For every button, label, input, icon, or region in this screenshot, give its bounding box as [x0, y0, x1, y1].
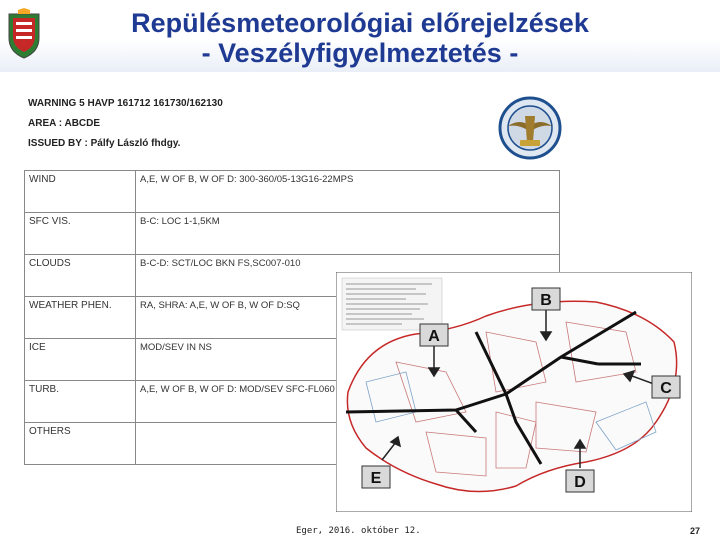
row-label: TURB.: [25, 381, 136, 423]
warning-id: WARNING 5 HAVP 161712 161730/162130: [28, 98, 223, 109]
page-number: 27: [690, 526, 701, 536]
row-label: SFC VIS.: [25, 213, 136, 255]
row-label: CLOUDS: [25, 255, 136, 297]
row-value: RA, SHRA: A,E, W OF B, W OF D:SQ: [136, 297, 560, 339]
page-subtitle: - Veszélyfigyelmeztetés -: [201, 38, 519, 68]
crest-icon: [6, 8, 42, 60]
map-label-e: E: [370, 470, 382, 487]
footer-date: Eger, 2016. október 12.: [296, 526, 421, 536]
row-value: MOD/SEV IN NS: [136, 339, 560, 381]
emblem-icon: [498, 96, 562, 160]
row-value: A,E, W OF B, W OF D: MOD/SEV SFC-FL060: [136, 381, 560, 423]
map-label-c: C: [660, 380, 672, 397]
row-value: B-C-D: SCT/LOC BKN FS,SC007-010: [136, 255, 560, 297]
row-label: ICE: [25, 339, 136, 381]
map-label-b: B: [540, 292, 552, 309]
table-row: [25, 171, 560, 213]
row-value: B-C: LOC 1-1,5KM: [136, 213, 560, 255]
warning-area: AREA : ABCDE: [28, 118, 101, 129]
row-label: WEATHER PHEN.: [25, 297, 136, 339]
warning-area-map: [336, 272, 692, 512]
row-label: WIND: [25, 171, 136, 213]
row-label: OTHERS: [25, 423, 136, 465]
warning-issuer: ISSUED BY : Pálfy László fhdgy.: [28, 138, 181, 149]
map-label-a: A: [428, 328, 440, 345]
row-value: A,E, W OF B, W OF D: 300-360/05-13G16-22MPS: [136, 171, 560, 213]
slide-header: [0, 0, 720, 72]
map-label-d: D: [574, 474, 586, 491]
table-row: [25, 213, 560, 255]
page-title: Repülésmeteorológiai előrejelzések: [131, 8, 589, 38]
